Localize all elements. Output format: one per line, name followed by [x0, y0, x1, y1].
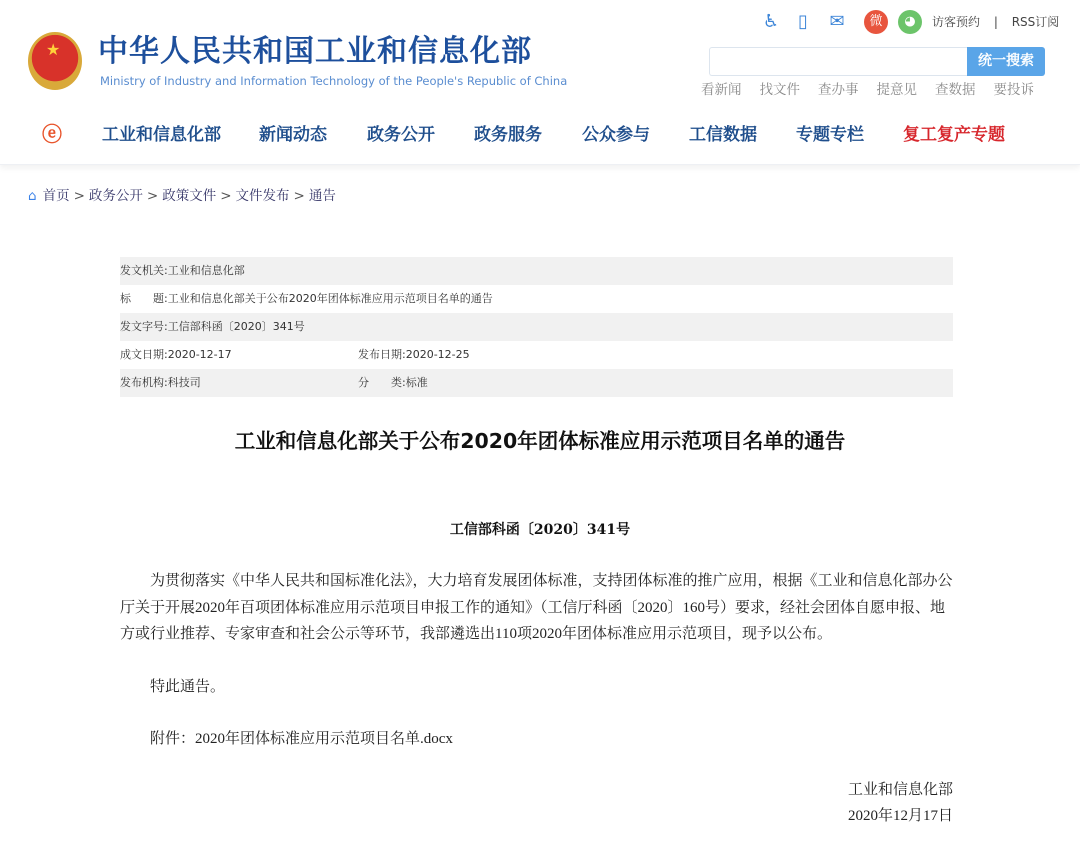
nav-item-resumption[interactable]: 复工复产专题	[903, 125, 1005, 145]
weibo-icon[interactable]: 微	[864, 10, 888, 34]
divider: |	[993, 15, 998, 29]
breadcrumb-notice[interactable]: 通告	[308, 188, 336, 204]
accessibility-icon[interactable]: ♿	[762, 11, 780, 32]
document-number: 工信部科函〔2020〕341号	[449, 522, 631, 538]
document-content	[120, 568, 953, 830]
visitor-booking-link[interactable]: 访客预约	[932, 15, 981, 29]
site-header	[0, 0, 1080, 165]
meta-value: 工信部科函〔2020〕341号	[167, 320, 305, 333]
breadcrumb	[28, 187, 336, 205]
document-title: 工业和信息化部关于公布2020年团体标准应用示范项目名单的通告	[234, 429, 846, 453]
document-metadata-table	[120, 257, 953, 397]
attachment-link[interactable]: 2020年团体标准应用示范项目名单.docx	[195, 731, 453, 747]
document-body-paragraph: 为贯彻落实《中华人民共和国标准化法》，大力培育发展团体标准，支持团体标准的推广应用，根据《工业和信息化部办公厅关于开展2020年百项团体标准应用示范项目申报工作的通知》（工信厅科函〔2020〕160号）要求，经社会团体自愿申报、地方或行业推荐、专家审查和社会公示等环节，我部遴选出110项2020年团体标准应用示范项目，现予以公布。	[120, 573, 953, 642]
breadcrumb-policy-docs[interactable]: 政策文件	[162, 188, 217, 204]
nav-item-participation[interactable]: 公众参与	[582, 125, 650, 145]
nav-item-services[interactable]: 政务服务	[474, 125, 542, 145]
breadcrumb-home[interactable]: 首页	[42, 188, 70, 204]
nav-item-topics[interactable]: 专题专栏	[796, 125, 864, 145]
meta-value: 科技司	[167, 376, 201, 389]
attachment-label: 附件：	[150, 731, 196, 747]
rss-link[interactable]: RSS订阅	[1011, 15, 1060, 29]
home-icon[interactable]: ⌂	[28, 188, 37, 204]
meta-row-title	[120, 285, 953, 313]
quick-link-feedback[interactable]: 提意见	[876, 82, 917, 98]
meta-row-dates	[120, 341, 953, 369]
meta-value: 标准	[405, 376, 428, 389]
site-title[interactable]: 中华人民共和国工业和信息化部	[98, 34, 532, 69]
national-emblem-logo[interactable]: ★	[28, 32, 82, 90]
mail-icon[interactable]: ✉	[829, 11, 845, 32]
meta-label: 发布日期:	[358, 348, 406, 361]
quick-link-data[interactable]: 查数据	[935, 82, 976, 98]
quick-link-services[interactable]: 查办事	[818, 82, 859, 98]
site-subtitle: Ministry of Industry and Information Technology of the People's Republic of China	[100, 74, 568, 88]
meta-label: 成文日期:	[120, 348, 168, 361]
meta-label: 发文机关:	[120, 264, 168, 277]
quick-link-complaint[interactable]: 要投诉	[993, 82, 1034, 98]
breadcrumb-separator: >	[220, 188, 232, 204]
mobile-icon[interactable]: ▯	[798, 11, 808, 32]
search-button[interactable]: 统一搜索	[967, 47, 1045, 76]
quick-link-files[interactable]: 找文件	[759, 82, 800, 98]
meta-row-issuer	[120, 257, 953, 285]
meta-value: 工业和信息化部关于公布2020年团体标准应用示范项目名单的通告	[167, 292, 493, 305]
breadcrumb-separator: >	[73, 188, 85, 204]
meta-label: 分 类:	[358, 376, 406, 389]
quick-links	[701, 82, 1052, 99]
signature-date: 2020年12月17日	[847, 808, 953, 824]
nav-item-data[interactable]: 工信数据	[689, 125, 757, 145]
top-links	[932, 15, 1059, 29]
signature-org: 工业和信息化部	[847, 781, 953, 798]
breadcrumb-doc-release[interactable]: 文件发布	[235, 188, 290, 204]
nav-item-news[interactable]: 新闻动态	[259, 125, 327, 145]
wechat-icon[interactable]: ◕	[898, 10, 922, 34]
meta-value: 2020-12-25	[405, 348, 470, 361]
breadcrumb-separator: >	[293, 188, 305, 204]
meta-label: 发文字号:	[120, 320, 168, 333]
meta-label: 发布机构:	[120, 376, 168, 389]
breadcrumb-gov-affairs[interactable]: 政务公开	[88, 188, 143, 204]
nav-item-ministry[interactable]: 工业和信息化部	[102, 125, 221, 145]
attachment	[120, 726, 953, 753]
meta-row-docno	[120, 313, 953, 341]
breadcrumb-separator: >	[146, 188, 159, 204]
search-input[interactable]	[709, 47, 967, 76]
nav-logo-icon[interactable]: ⓔ	[42, 122, 62, 146]
document-closing: 特此通告。	[150, 678, 226, 695]
nav-item-gov-affairs[interactable]: 政务公开	[367, 125, 435, 145]
quick-link-news[interactable]: 看新闻	[701, 82, 742, 98]
meta-value: 2020-12-17	[167, 348, 232, 361]
meta-value: 工业和信息化部	[167, 264, 245, 277]
meta-label: 标 题:	[120, 292, 168, 305]
meta-row-org	[120, 369, 953, 397]
